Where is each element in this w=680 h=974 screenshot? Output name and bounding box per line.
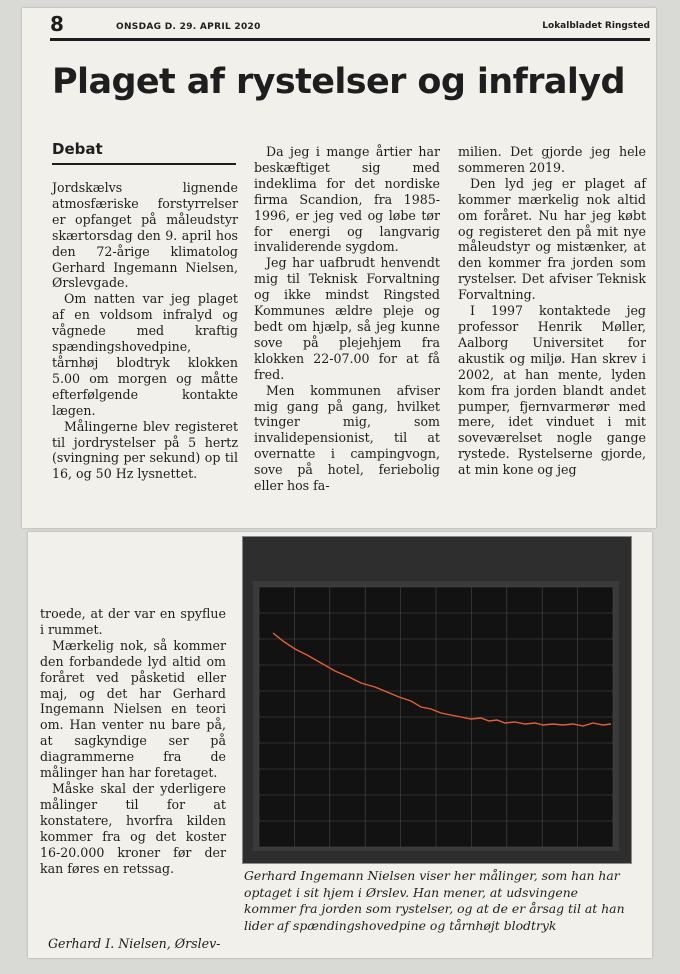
page-number: 8 xyxy=(50,12,64,36)
paragraph: Jeg har uafbrudt henvendt mig til Teknisk Forvaltning og ikke mindst Ringsted Kommunes ældre pleje og bedt om hjælp, så jeg kunne sove på plejehjem fra klokken 22-07.00 for at få fred. xyxy=(254,255,440,382)
measurement-photo xyxy=(242,536,632,864)
text-column-3 xyxy=(458,144,646,478)
text-column-2 xyxy=(254,144,440,494)
paragraph: Den lyd jeg er plaget af kommer mærkelig nok altid om foråret. Nu har jeg købt og registeret den på mit nye måleudstyr og mistænker, at den kommer fra jorden som rystelser. Det afviser Teknisk Forvaltning. xyxy=(458,175,646,303)
text-column-4 xyxy=(40,606,226,876)
article-clipping-top xyxy=(22,8,656,528)
spectrum-plot-image xyxy=(243,537,631,863)
page-header xyxy=(50,14,650,38)
header-rule xyxy=(50,38,650,41)
paragraph: Jordskælvs lignende atmosfæriske forstyrrelser er opfanget på måleudstyr skærtorsdag den 9. april hos den 72-årige klimatolog Gerhard Ingemann Nielsen, Ørslevgade. xyxy=(52,180,238,291)
section-label: Debat xyxy=(52,140,103,158)
paragraph: Men kommunen afviser mig gang på gang, hvilket tvinger mig, som invalidepensionist, til at overnatte i campingvogn, sove på hotel, feriebolig eller hos fa- xyxy=(254,382,440,494)
paragraph: Da jeg i mange årtier har beskæftiget sig med indeklima for det nordiske firma Scandion, fra 1985-1996, er jeg ved og løbe tør for energi og langvarig invaliderende sygdom. xyxy=(254,144,440,255)
paragraph: Om natten var jeg plaget af en voldsom infralyd og vågnede med kraftig spændingshovedpine, tårnhøj blodtryk klokken 5.00 om morgen og måtte efterfølgende kontakte lægen. xyxy=(52,291,238,418)
section-rule xyxy=(52,163,236,165)
paragraph: Målingerne blev registeret til jordrystelser på 5 hertz (svingning per sekund) op til 16, og 50 Hz lysnettet. xyxy=(52,418,238,482)
headline: Plaget af rystelser og infralyd xyxy=(52,62,625,102)
author-signature: Gerhard I. Nielsen, Ørslev- xyxy=(48,936,221,951)
text-column-1 xyxy=(52,180,238,482)
issue-date: ONSDAG D. 29. APRIL 2020 xyxy=(116,22,261,32)
photo-caption: Gerhard Ingemann Nielsen viser her målinger, som han har optaget i sit hjem i Ørslev. Han mener, at udsvingene kommer fra jorden som rystelser, og at de er årsag til at han lider af spændingshovedpine og tårnhøjt blodtryk xyxy=(244,868,625,933)
paragraph: Mærkelig nok, så kommer den forbandede lyd altid om foråret ved påsketid eller maj, og det har Gerhard Ingemann Nielsen en teori om. Han venter nu bare på, at sagkyndige ser på diagrammerne fra de målinger han har foretaget. xyxy=(40,637,226,781)
article-clipping-bottom xyxy=(28,532,652,958)
paragraph: milien. Det gjorde jeg hele sommeren 2019. xyxy=(458,144,646,175)
paragraph: I 1997 kontaktede jeg professor Henrik Møller, Aalborg Universitet for akustik og miljø. Han skrev i 2002, at han mente, lyden kom fra jorden blandt andet pumper, fjernvarmerør med mere, idet vinduet i mit soveværelset nogle gange rystede. Rystelserne gjorde, at min kone og jeg xyxy=(458,303,646,478)
paragraph: troede, at der var en spyflue i rummet. xyxy=(40,606,226,637)
paragraph: Måske skal der yderligere målinger til for at konstatere, hvorfra kilden kommer fra og det koster 16-20.000 kroner før der kan føres en retssag. xyxy=(40,780,226,876)
newspaper-name: Lokalbladet Ringsted xyxy=(542,21,650,31)
